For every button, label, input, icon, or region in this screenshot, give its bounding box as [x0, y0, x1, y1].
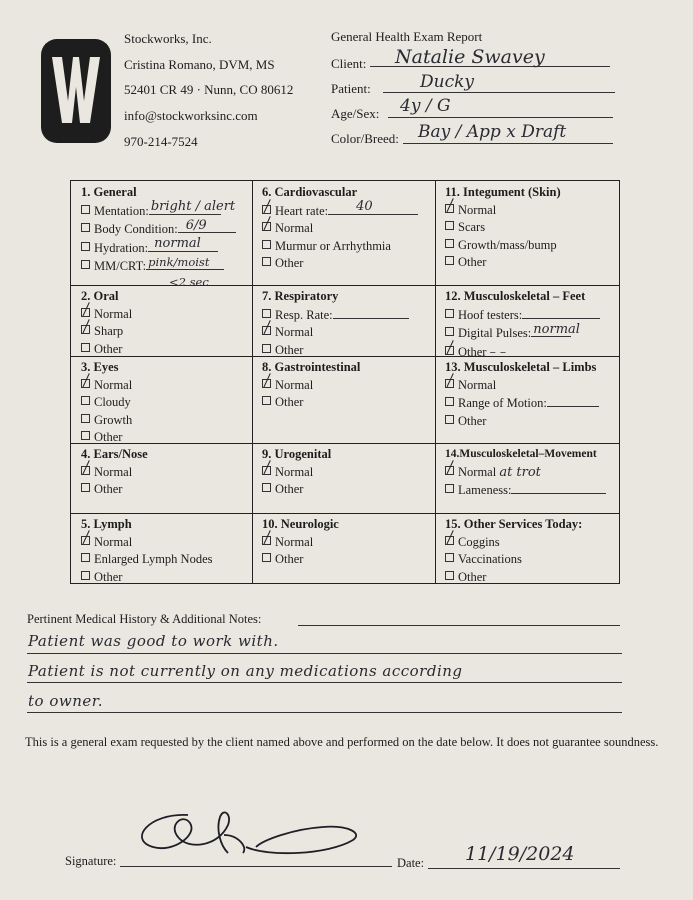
- date-value: 11/19/2024: [465, 843, 575, 865]
- growth-mass-label: Growth/mass/bump: [458, 237, 557, 252]
- limbs-title: 13. Musculoskeletal – Limbs: [445, 360, 597, 374]
- notes-label: Pertinent Medical History & Additional Notes:: [27, 612, 262, 626]
- gi-normal-label: Normal: [275, 377, 314, 392]
- eyes-growth-checkbox[interactable]: [81, 414, 90, 423]
- company-name: Stockworks, Inc.: [124, 31, 212, 46]
- gi-other-label: Other: [275, 395, 304, 409]
- report-title: General Health Exam Report: [331, 29, 483, 44]
- client-value: Natalie Swavey: [395, 46, 545, 68]
- murmur-checkbox[interactable]: [262, 240, 271, 249]
- heart-rate-label: Heart rate:: [275, 203, 329, 218]
- hydration-checkbox[interactable]: [81, 242, 90, 251]
- vet-name: Cristina Romano, DVM, MS: [124, 57, 275, 72]
- gi-other-checkbox[interactable]: [262, 396, 271, 405]
- patient-label: Patient:: [331, 81, 371, 96]
- lameness-checkbox[interactable]: [445, 484, 454, 493]
- mm-crt-checkbox[interactable]: [81, 260, 90, 269]
- section-neurologic: [252, 513, 435, 585]
- uro-other-checkbox[interactable]: [262, 483, 271, 492]
- mm-crt-value-2: <2 sec: [169, 274, 209, 289]
- range-of-motion-label: Range of Motion:: [458, 396, 547, 410]
- section-eyes: [71, 356, 252, 443]
- enlarged-lymph-label: Enlarged Lymph Nodes: [94, 552, 213, 566]
- uro-normal-label: Normal: [275, 464, 314, 479]
- gi-title: 8. Gastrointestinal: [262, 360, 361, 374]
- oral-other-checkbox[interactable]: [81, 343, 90, 352]
- company-email: info@stockworksinc.com: [124, 108, 258, 123]
- neuro-other-checkbox[interactable]: [262, 553, 271, 562]
- heart-rate-value: 40: [356, 199, 373, 214]
- feet-other-checkbox[interactable]: [445, 346, 454, 355]
- resp-title: 7. Respiratory: [262, 289, 339, 303]
- body-condition-value: 6/9: [185, 217, 207, 233]
- resp-other-label: Other: [275, 342, 304, 357]
- lymph-other-checkbox[interactable]: [81, 571, 90, 580]
- ears-title: 4. Ears/Nose: [81, 447, 148, 461]
- section-integument: [435, 181, 621, 285]
- limbs-normal-checkbox[interactable]: [445, 379, 454, 388]
- services-title: 15. Other Services Today:: [445, 517, 583, 531]
- eyes-growth-label: Growth: [94, 412, 133, 427]
- movement-normal-label: Normal: [458, 464, 497, 479]
- vaccinations-checkbox[interactable]: [445, 553, 454, 562]
- hydration-value: normal: [154, 236, 201, 251]
- section-lymph: [71, 513, 252, 585]
- agesex-value: 4y / G: [400, 96, 451, 116]
- integument-title: 11. Integument (Skin): [445, 185, 561, 199]
- neuro-normal-checkbox[interactable]: [262, 536, 271, 545]
- oral-other-label: Other: [94, 341, 123, 356]
- movement-normal-checkbox[interactable]: [445, 466, 454, 475]
- breed-value: Bay / App x Draft: [418, 122, 567, 142]
- gi-normal-checkbox[interactable]: [262, 379, 271, 388]
- resp-normal-checkbox[interactable]: [262, 326, 271, 335]
- notes-line-2: Patient is not currently on any medications according: [28, 662, 463, 680]
- agesex-label: Age/Sex:: [331, 106, 380, 121]
- section-general: [71, 181, 252, 289]
- uro-other-label: Other: [275, 482, 304, 496]
- uro-normal-checkbox[interactable]: [262, 466, 271, 475]
- ears-other-checkbox[interactable]: [81, 483, 90, 492]
- disclaimer: This is a general exam requested by the client named above and performed on the date below. It does not guarantee soundness.: [25, 735, 659, 749]
- integ-normal-label: Normal: [458, 202, 497, 217]
- section-gastrointestinal: [252, 356, 435, 443]
- cardio-normal-checkbox[interactable]: [262, 222, 271, 231]
- mentation-checkbox[interactable]: [81, 205, 90, 214]
- oral-sharp-checkbox[interactable]: [81, 325, 90, 334]
- movement-normal-value: at trot: [499, 464, 541, 480]
- section-oral: [71, 285, 252, 356]
- eyes-normal-label: Normal: [94, 377, 133, 392]
- lymph-normal-label: Normal: [94, 534, 133, 549]
- mentation-value: bright / alert: [150, 199, 236, 214]
- cardio-other-label: Other: [275, 256, 304, 270]
- resp-rate-checkbox[interactable]: [262, 309, 271, 318]
- services-other-checkbox[interactable]: [445, 571, 454, 580]
- neuro-normal-label: Normal: [275, 534, 314, 549]
- exam-grid: [70, 180, 620, 584]
- movement-title: 14.Musculoskeletal–Movement: [445, 448, 597, 460]
- eyes-title: 3. Eyes: [81, 360, 119, 374]
- resp-normal-label: Normal: [275, 325, 314, 339]
- mm-crt-value: pink/moist: [148, 254, 210, 269]
- heart-rate-checkbox[interactable]: [262, 205, 271, 214]
- ears-normal-checkbox[interactable]: [81, 466, 90, 475]
- company-phone: 970-214-7524: [124, 134, 198, 149]
- services-other-label: Other: [458, 569, 487, 584]
- digital-pulses-label: Digital Pulses:: [458, 326, 532, 340]
- cloudy-checkbox[interactable]: [81, 396, 90, 405]
- company-address: 52401 CR 49 · Nunn, CO 80612: [124, 82, 294, 97]
- ears-other-label: Other: [94, 482, 123, 496]
- integ-other-checkbox[interactable]: [445, 256, 454, 265]
- digital-pulses-value: normal: [533, 321, 580, 337]
- digital-pulses-checkbox[interactable]: [445, 327, 454, 336]
- cloudy-label: Cloudy: [94, 395, 131, 409]
- body-condition-checkbox[interactable]: [81, 223, 90, 232]
- feet-other-value: – –: [489, 343, 507, 359]
- coggins-checkbox[interactable]: [445, 536, 454, 545]
- company-logo: [38, 35, 114, 147]
- uro-title: 9. Urogenital: [262, 447, 332, 461]
- lymph-normal-checkbox[interactable]: [81, 536, 90, 545]
- section-limbs: [435, 356, 621, 443]
- lymph-title: 5. Lymph: [81, 517, 132, 531]
- vaccinations-label: Vaccinations: [458, 552, 522, 566]
- eyes-other-label: Other: [94, 430, 123, 444]
- section-other-services: [435, 513, 621, 585]
- eyes-other-checkbox[interactable]: [81, 431, 90, 440]
- integ-normal-checkbox[interactable]: [445, 204, 454, 213]
- range-of-motion-checkbox[interactable]: [445, 397, 454, 406]
- scars-checkbox[interactable]: [445, 221, 454, 230]
- feet-other-label: Other: [458, 344, 487, 359]
- signature-label: Signature:: [65, 854, 117, 868]
- resp-rate-label: Resp. Rate:: [275, 307, 333, 322]
- limbs-other-label: Other: [458, 413, 487, 428]
- oral-normal-checkbox[interactable]: [81, 308, 90, 317]
- eyes-normal-checkbox[interactable]: [81, 379, 90, 388]
- cardio-normal-label: Normal: [275, 221, 314, 235]
- growth-mass-checkbox[interactable]: [445, 239, 454, 248]
- mentation-label: Mentation:: [94, 203, 149, 218]
- section-urogenital: [252, 443, 435, 513]
- enlarged-lymph-checkbox[interactable]: [81, 553, 90, 562]
- coggins-label: Coggins: [458, 534, 500, 549]
- neuro-other-label: Other: [275, 552, 304, 566]
- murmur-label: Murmur or Arrhythmia: [275, 238, 391, 253]
- lameness-label: Lameness:: [458, 483, 512, 497]
- integ-other-label: Other: [458, 255, 487, 269]
- cardio-title: 6. Cardiovascular: [262, 185, 358, 199]
- body-condition-label: Body Condition:: [94, 222, 178, 236]
- oral-sharp-label: Sharp: [94, 324, 124, 338]
- limbs-normal-label: Normal: [458, 377, 497, 392]
- patient-value: Ducky: [420, 72, 475, 92]
- ears-normal-label: Normal: [94, 464, 133, 479]
- feet-title: 12. Musculoskeletal – Feet: [445, 289, 586, 303]
- neuro-title: 10. Neurologic: [262, 517, 339, 531]
- lymph-other-label: Other: [94, 569, 123, 584]
- cardio-other-checkbox[interactable]: [262, 257, 271, 266]
- section-respiratory: [252, 285, 435, 356]
- oral-title: 2. Oral: [81, 289, 119, 303]
- client-label: Client:: [331, 56, 367, 71]
- section-cardiovascular: [252, 181, 435, 285]
- general-title: 1. General: [81, 185, 137, 199]
- oral-normal-label: Normal: [94, 306, 133, 321]
- notes-line-1: Patient was good to work with.: [28, 632, 279, 650]
- section-feet: [435, 285, 621, 359]
- resp-other-checkbox[interactable]: [262, 344, 271, 353]
- section-movement: [435, 443, 621, 513]
- mm-crt-label: MM/CRT:: [94, 259, 147, 273]
- hoof-testers-checkbox[interactable]: [445, 309, 454, 318]
- section-ears-nose: [71, 443, 252, 513]
- signature-image: [128, 795, 368, 875]
- limbs-other-checkbox[interactable]: [445, 415, 454, 424]
- hydration-label: Hydration:: [94, 240, 149, 255]
- date-label: Date:: [397, 856, 425, 870]
- breed-label: Color/Breed:: [331, 131, 399, 146]
- notes-line-3: to owner.: [28, 692, 104, 710]
- hoof-testers-label: Hoof testers:: [458, 307, 523, 322]
- scars-label: Scars: [458, 220, 486, 234]
